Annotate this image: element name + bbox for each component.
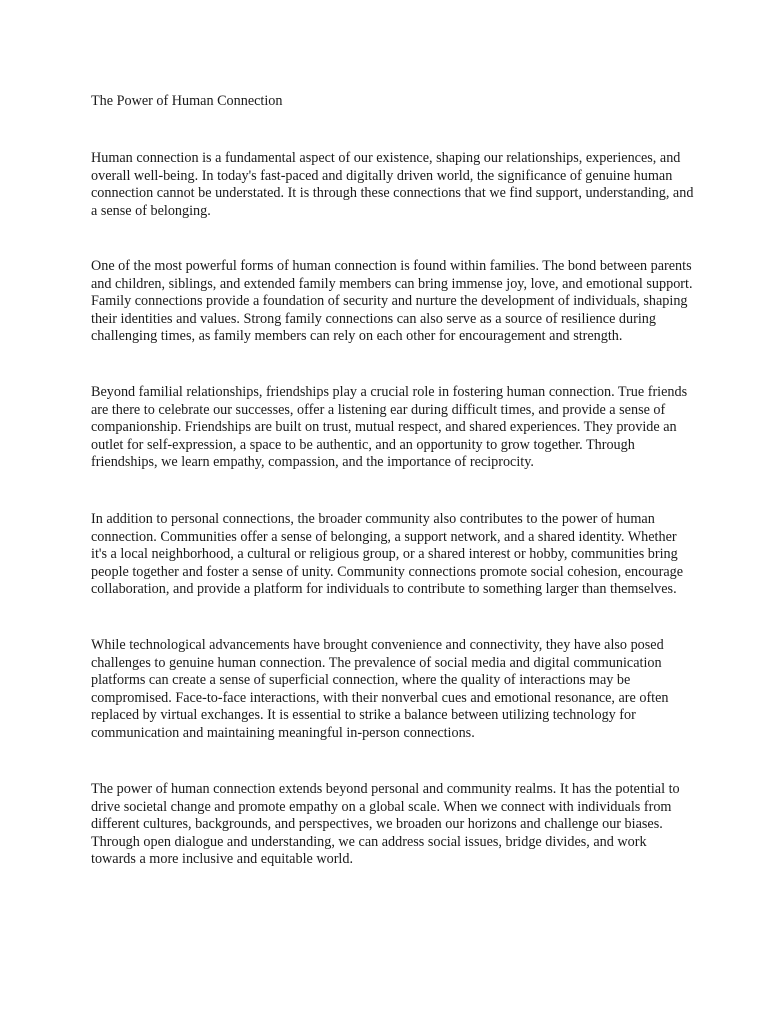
paragraph-community	[91, 511, 684, 599]
paragraph-line: different cultures, backgrounds, and perspectives, we broaden our horizons and challenge our biases.	[91, 816, 663, 833]
paragraph-line: Family connections provide a foundation of security and nurture the development of individuals, shaping	[91, 293, 688, 310]
paragraph-technology	[91, 637, 681, 743]
paragraph-introduction	[91, 150, 694, 220]
document-title: The Power of Human Connection	[91, 93, 283, 109]
paragraph-line: companionship. Friendships are built on trust, mutual respect, and shared experiences. They provide an	[91, 419, 677, 436]
paragraph-line: and children, siblings, and extended family members can bring immense joy, love, and emotional support.	[91, 275, 693, 292]
paragraph-line: While technological advancements have brought convenience and connectivity, they have also posed	[91, 637, 664, 653]
paragraph-line: their identities and values. Strong family connections can also serve as a source of resilience during	[91, 310, 656, 327]
paragraph-societal-change	[91, 781, 681, 869]
paragraph-line: challenging times, as family members can rely on each other for encouragement and strength.	[91, 328, 623, 345]
paragraph-line: compromised. Face-to-face interactions, with their nonverbal cues and emotional resonance, are often	[91, 689, 669, 706]
paragraph-line: connection. Communities offer a sense of belonging, a support network, and a shared identity. Whether	[91, 528, 677, 545]
paragraph-line: friendships, we learn empathy, compassion, and the importance of reciprocity.	[91, 454, 534, 471]
paragraph-line: a sense of belonging.	[91, 202, 211, 219]
paragraph-line: challenges to genuine human connection. The prevalence of social media and digital communication	[91, 654, 662, 671]
paragraph-line: In addition to personal connections, the broader community also contributes to the power of human	[91, 511, 655, 527]
paragraph-line: Beyond familial relationships, friendships play a crucial role in fostering human connection. True friends	[91, 384, 688, 400]
paragraph-line: platforms can create a sense of superficial connection, where the quality of interactions may be	[91, 672, 631, 689]
paragraph-line: communication and maintaining meaningful in-person connections.	[91, 724, 475, 741]
paragraph-line: Through open dialogue and understanding, we can address social issues, bridge divides, and work	[91, 833, 647, 850]
paragraph-line: connection cannot be understated. It is through these connections that we find support, understanding, and	[91, 185, 694, 202]
paragraph-line: people together and foster a sense of unity. Community connections promote social cohesion, encourage	[91, 563, 684, 580]
paragraph-line: outlet for self-expression, a space to be authentic, and an opportunity to grow together. Through	[91, 436, 635, 453]
paragraph-line: Human connection is a fundamental aspect of our existence, shaping our relationships, experiences, and	[91, 150, 681, 166]
paragraph-line: are there to celebrate our successes, offer a listening ear during difficult times, and provide a sense of	[91, 401, 666, 418]
paragraph-line: it's a local neighborhood, a cultural or religious group, or a shared interest or hobby, communities bring	[91, 546, 678, 563]
paragraph-line: replaced by virtual exchanges. It is essential to strike a balance between utilizing technology for	[91, 707, 636, 724]
paragraph-line: overall well-being. In today's fast-paced and digitally driven world, the significance of genuine human	[91, 167, 673, 184]
paragraph-line: towards a more inclusive and equitable world.	[91, 851, 353, 868]
paragraph-line: One of the most powerful forms of human connection is found within families. The bond between parents	[91, 258, 692, 274]
paragraph-line: The power of human connection extends beyond personal and community realms. It has the potential to	[91, 781, 680, 797]
paragraph-families	[91, 258, 693, 346]
paragraph-friendships	[91, 384, 688, 472]
paragraph-line: collaboration, and provide a platform for individuals to contribute to something larger than themselves.	[91, 581, 677, 598]
paragraph-line: drive societal change and promote empathy on a global scale. When we connect with individuals from	[91, 798, 672, 815]
